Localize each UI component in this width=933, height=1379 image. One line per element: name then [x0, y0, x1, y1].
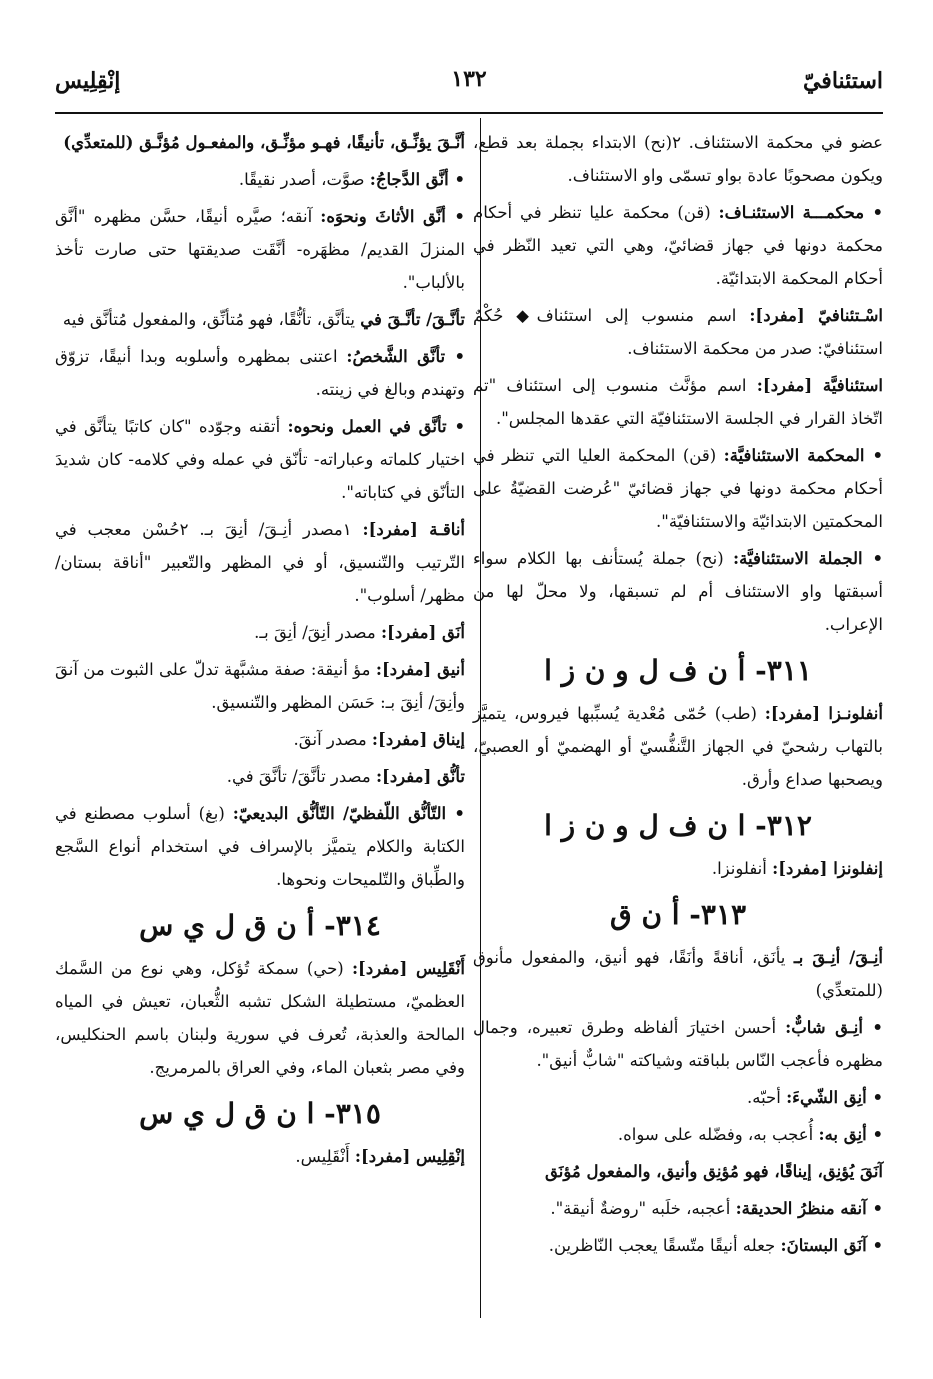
entry-definition: صوَّت، أصدر نقيقًا.: [238, 170, 370, 189]
entry: [473, 1155, 883, 1188]
left-column: [55, 126, 465, 1177]
entry-definition: أنفلونزا.: [711, 859, 773, 878]
entry-definition: مصدر أنِقَ/ أنِقَ بـ.: [254, 623, 381, 642]
header-last-entry: إنْقِلِيس: [55, 68, 121, 94]
entry-definition: يأنَق، أناقةً وأنَقًا، فهو أنيق، والمفعول مأنوق (للمتعدِّي): [473, 948, 883, 1000]
root-heading: ٣١٢- ا ن ف ل و ن ز ا: [544, 809, 812, 842]
entry-definition: مصدر آنقَ.: [293, 730, 372, 749]
entry-definition: أحبّه.: [746, 1088, 787, 1107]
entry: [55, 303, 465, 336]
entry-definition: أَنْقَلِيس.: [295, 1147, 355, 1166]
root-heading: ٣١٤- أ ن ق ل ي س: [139, 909, 381, 942]
header-rule: [55, 112, 883, 114]
entry-definition: أعجبه، خلَبه "روضةٌ أنيقة".: [550, 1199, 736, 1218]
entry-definition: اسم منسوب إلى استئناف◆ حُكْمٌ استئنافيّ: صدر من محكمة الاستئناف.: [473, 306, 883, 358]
entry-term: آنَقَ يُؤنِق، إيناقًا، فهو مُؤنِق وأنيق، والمفعول مُؤنَق: [545, 1162, 883, 1181]
entry-term: أنَّـقَ يؤنِّـق، تأنيقًا، فهـو مؤنِّـق، والمفعـول مُؤنَّـق (للمتعدِّي): [63, 133, 465, 152]
entry: [55, 340, 465, 406]
entry: [473, 299, 883, 365]
entry-term: • أنَّق الأثاثَ ونحوَه:: [320, 207, 465, 226]
entry: [55, 760, 465, 793]
entry-definition: أُعجب به، وفضّله على سواه.: [617, 1125, 819, 1144]
entry-term: أناقـة [مفرد]:: [362, 520, 466, 539]
entry-term: اسْـتئنافيّ [مفرد]:: [749, 306, 883, 325]
entry-term: • أنِق به:: [818, 1125, 883, 1144]
entry-definition: (قن) المحكمة العليا التي تنظر في أحكام محكمة دونها في جهاز قضائيّ "عُرضت القضيّةُ على المحكمتين الابتدائيّة والاستئنافيّة".: [473, 446, 883, 531]
entry-text: عضو في محكمة الاستئناف. ٢(نح) الابتداء بجملة بعد قطع، ويكون مصحوبًا عادة بواو تسمّى واو الاستئناف.: [473, 133, 883, 185]
entry-term: • الجملة الاستئنافيَّة:: [733, 549, 883, 568]
entry: [473, 369, 883, 435]
entry-term: أنفلونـزا [مفرد]:: [764, 704, 883, 723]
entry-term: • التّأنُّق اللّفظيّ/ التّأنُّق البديعيّ:: [232, 804, 465, 823]
right-column: [473, 126, 883, 1266]
entry-term: • محكمـــة الاستئنـاف:: [718, 203, 883, 222]
entry: [473, 1081, 883, 1114]
entry: [55, 163, 465, 196]
entry: [473, 196, 883, 295]
entry-definition: (طب) حُمّى مُعْدية يُسبِّبها فيروس، يتميَّز بالتهاب رشحيّ في الجهاز التَّنفُّسيّ أو الهضميّ أو العصبيّ، ويصحبها صداع وأرق.: [473, 704, 883, 789]
entry-term: تأنُّق [مفرد]:: [375, 767, 465, 786]
entry-term: استئنافيَّة [مفرد]:: [756, 376, 883, 395]
entry-term: • أنَّق الدَّجاجُ:: [369, 170, 465, 189]
entry-term: تأنَّـقَ/ تأنَّـقَ في: [360, 310, 465, 329]
entry: [473, 1118, 883, 1151]
entry-term: • آنقه منظرُ الحديقة:: [735, 1199, 883, 1218]
entry: [55, 513, 465, 612]
entry: [55, 797, 465, 896]
entry: [55, 952, 465, 1084]
entry-definition: (قن) محكمة عليا تنظر في أحكام محكمة دونها في جهاز قضائيّ، وهي التي تعيد النّظر في أحكام المحكمة الابتدائيّة.: [473, 203, 883, 288]
entry: [55, 723, 465, 756]
root-heading: ٣١٣- أ ن ق: [609, 898, 747, 931]
page-number: ١٣٢: [451, 66, 487, 92]
entry: [473, 1192, 883, 1225]
entry-term: أنِـقَ/ أنِـقَ بـ: [793, 948, 883, 967]
entry-term: إنفلونزا [مفرد]:: [772, 859, 883, 878]
entry-definition: اعتنى بمظهره وأسلوبه وبدا أنيقًا، تزوّق وتهندم وبالغ في زينته.: [55, 347, 465, 399]
header-first-entry: استئنافيّ: [802, 68, 883, 94]
entry-term: • المحكمة الاستئنافيَّة:: [723, 446, 883, 465]
entry: [55, 200, 465, 299]
entry-definition: (نح) جملة يُستأنف بها الكلام سواء أسبقتها واو الاستئناف أم لم تسبقها، ولا محلّ لها من الإعراب.: [473, 549, 883, 634]
entry-definition: أتقنه وجوّده "كان كاتبًا يتأنَّق في اختيار كلماته وعباراته- تأنّق في عمله وفي كلامه- كان شديدَ التأنّق في كتاباته".: [55, 417, 465, 502]
entry: [55, 410, 465, 509]
entry: [473, 439, 883, 538]
entry-definition: (بغ) أسلوب مصطنع في الكتابة والكلام يتميَّز بالإسراف في استخدام أنواع السَّجع والطِّباق والتّلميحات ونحوها.: [55, 804, 465, 889]
entry-term: أَنْقَلِيس [مفرد]:: [351, 959, 465, 978]
entry-term: إنْقِلِيس [مفرد]:: [354, 1147, 465, 1166]
entry: [473, 941, 883, 1007]
entry: [473, 697, 883, 796]
entry: [55, 126, 465, 159]
entry-term: أنَق [مفرد]:: [380, 623, 465, 642]
page-header: [55, 62, 883, 102]
entry-definition: مؤ أنيقة: صفة مشبَّهة تدلّ على الثبوت من آنقَ وأنِقَ/ أنِقَ بـ: حَسَن المظهر والتّنسيق.: [55, 660, 465, 712]
root-heading: ٣١١- أ ن ف ل و ن ز ا: [544, 654, 812, 687]
entry-term: • آنَق البستانَ:: [780, 1236, 883, 1255]
entry-term: • أنِـق شابٌّ:: [785, 1018, 883, 1037]
entry: [55, 1140, 465, 1173]
entry-definition: أحسن اختيارَ ألفاظه وطرق تعبيره، وجمال مظهره فأعجب النّاس بلباقته وشياكته "شابٌّ أنيق".: [473, 1018, 883, 1070]
entry: [473, 542, 883, 641]
entry-definition: (حي) سمكة تُؤكل، وهي نوع من السَّمك العظميّ، مستطيلة الشكل تشبه الثُّعبان، تعيش في المياه المالحة والعذبة، تُعرف في سورية ولبنان باسم الحنكليس، وفي مصر بثعبان الماء، وفي العراق بالمرمريج.: [55, 959, 465, 1077]
entry-definition: مصدر تأنَّقَ/ تأنَّقَ في.: [226, 767, 376, 786]
entry-term: • تأنَّق الشَّخصُ:: [346, 347, 466, 366]
entry-term: أنيق [مفرد]:: [375, 660, 465, 679]
entry: [55, 653, 465, 719]
entry: [473, 1229, 883, 1262]
entry: [473, 852, 883, 885]
entry-term: • أنِق الشّيءَ:: [786, 1088, 883, 1107]
entry-definition: ١مصدر أنِـقَ/ أنِقَ بـ. ٢حُسْن معجب في التّرتيب والتّنسيق، أو في المظهر والتّعبير "أناقة بستان/ مظهر/ أسلوب".: [55, 520, 465, 605]
entry-definition: اسم مؤنَّث منسوب إلى استئناف "تم اتّخاذ القرار في الجلسة الاستئنافيّة التي عقدها المجلس".: [473, 376, 883, 428]
entry-definition: آنقه؛ صيَّره أنيقًا، حسَّن مظهره "أنَّق المنزلَ القديم/ مظهَره- أنَّقَت صديقتها حتى صارت تأخذ بالألباب".: [55, 207, 465, 292]
entry-definition: يتأنَّق، تأنُّقًا، فهو مُتأنِّق، والمفعول مُتأنَّق فيه: [62, 310, 361, 329]
entry-definition: جعله أنيقًا متّسقًا يعجب النّاظرين.: [548, 1236, 781, 1255]
entry: [473, 1011, 883, 1077]
entry-term: إيناق [مفرد]:: [371, 730, 465, 749]
root-heading: ٣١٥- ا ن ق ل ي س: [139, 1097, 381, 1130]
entry-term: • تأنَّق في العمل ونحوه:: [287, 417, 465, 436]
entry: [55, 616, 465, 649]
